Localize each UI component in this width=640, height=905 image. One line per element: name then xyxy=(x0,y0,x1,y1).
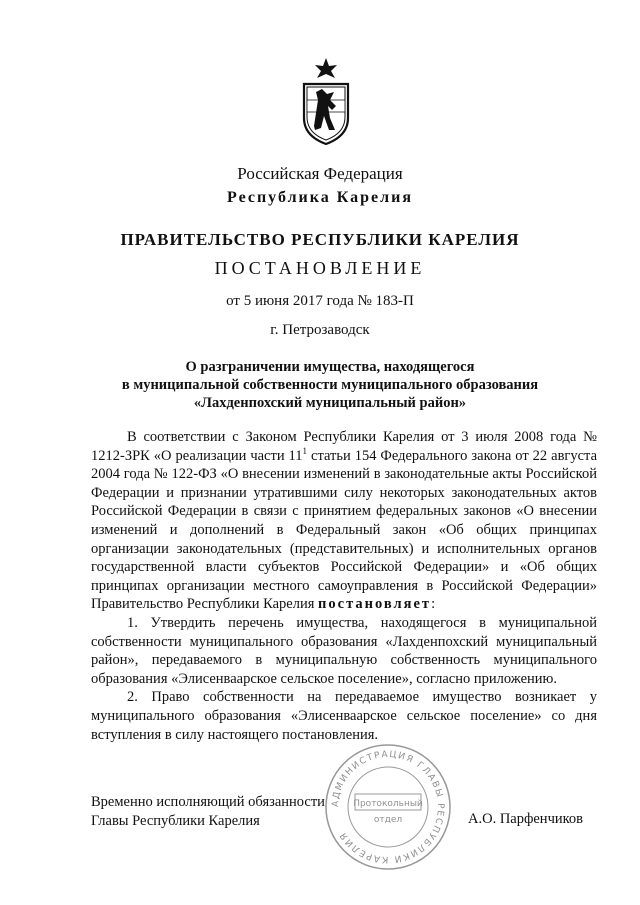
republic-name: Республика Карелия xyxy=(227,189,413,206)
country-name: Российская Федерация xyxy=(237,164,403,183)
signatory-name: А.О. Парфенчиков xyxy=(468,811,584,827)
document-type: ПОСТАНОВЛЕНИЕ xyxy=(214,258,426,278)
preamble-text: В соответствии с Законом Республики Карелия от 3 июля 2008 года № 1212-ЗРК «О реализации части 11 xyxy=(91,429,597,464)
subject-line: в муниципальной собственности муниципального образования xyxy=(121,377,539,393)
document-city: г. Петрозаводск xyxy=(270,322,370,338)
document-date-number: от 5 июня 2017 года № 183-П xyxy=(226,293,414,309)
position-line: Временно исполняющий обязанности xyxy=(91,794,325,810)
document-subject xyxy=(100,358,560,412)
stamp-line: Протокольный xyxy=(353,799,423,809)
position-line: Главы Республики Карелия xyxy=(91,813,260,829)
stamp-line: отдел xyxy=(373,815,403,825)
coat-of-arms-icon xyxy=(296,56,356,146)
superscript-number: 1 xyxy=(302,445,308,456)
decrees-word: постановляет xyxy=(318,596,432,613)
signatory-position xyxy=(91,793,325,831)
clause-2: 2. Право собственности на передаваемое имущество возникает у муниципального образования «Элисенваарское сельское поселение» со дня вступления в силу настоящего постановления. xyxy=(91,689,597,743)
clause-1: 1. Утвердить перечень имущества, находящегося в муниципальной собственности муниципального образования «Лахденпохский муниципальный район», передаваемого в муниципальную собственность муниципального образования «Элисенваарское сельское поселение», согласно приложению. xyxy=(91,614,597,687)
official-stamp-icon xyxy=(323,742,453,872)
preamble-text-cont: статьи 154 Федерального закона от 22 августа 2004 года № 122-ФЗ «О внесении изменений в законодательные акты Российской Федерации и признании утратившими силу некоторых законодательных актов Российской Федерации в связи с принятием федеральных законов «О внесении изменений и дополнений в Федеральный закон «Об общих принципах организации законодательных (представительных) и исполнительных органов государственной власти субъектов Российской Федерации» и «Об общих принципах организации местного самоуправления в Российской Федерации» Правительство Республики Карелия xyxy=(91,447,598,613)
subject-line: О разграничении имущества, находящегося xyxy=(185,359,475,375)
preamble-colon: : xyxy=(431,596,436,613)
document-body xyxy=(91,428,597,744)
government-title: ПРАВИТЕЛЬСТВО РЕСПУБЛИКИ КАРЕЛИЯ xyxy=(120,230,520,249)
subject-line: «Лахденпохский муниципальный район» xyxy=(193,395,467,411)
preamble-paragraph xyxy=(91,428,597,614)
stamp-ring-text: АДМИНИСТРАЦИЯ ГЛАВЫ РЕСПУБЛИКИ КАРЕЛИЯ xyxy=(330,749,446,865)
